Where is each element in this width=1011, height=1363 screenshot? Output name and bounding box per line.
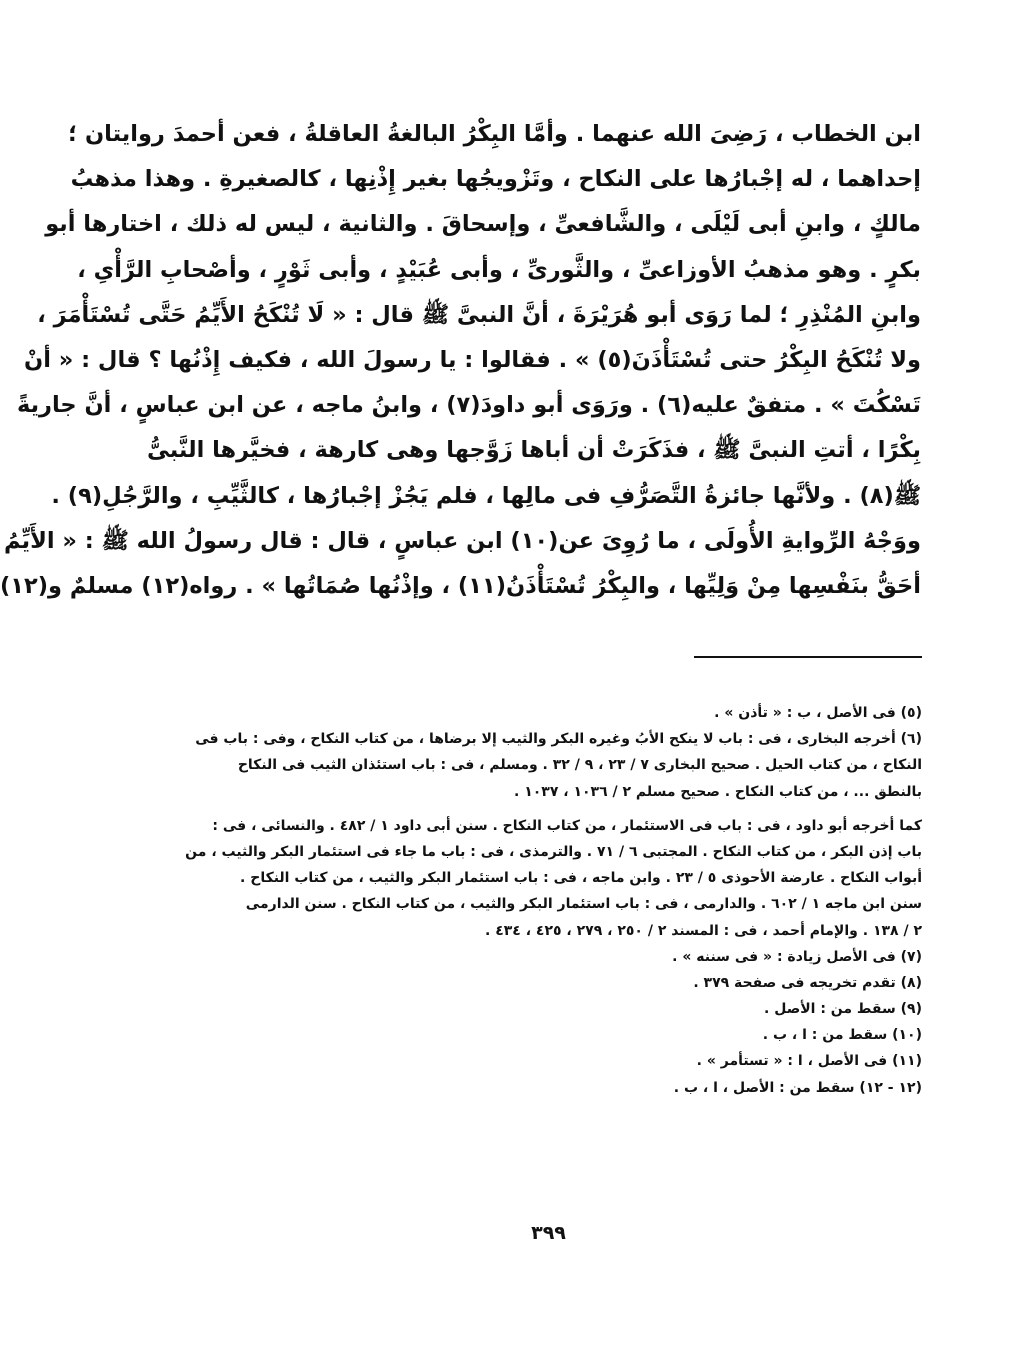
main-text-line: ﷺ(٨) . ولأنَّها جائزةُ التَّصَرُّفِ فى مالِها ، فلم يَجُزْ إجْبارُها ، كالثَّيِّبِ ، والرَّجُلِ(٩) . xyxy=(51,482,921,509)
footnote-line: أبواب النكاح . عارضة الأحوذى ٥ / ٢٣ . وابن ماجه ، فى : باب استئمار البكر والثيب ، من كتاب النكاح . xyxy=(240,870,922,887)
footnote-line: (٨) تقدم تخريجه فى صفحة ٣٧٩ . xyxy=(693,974,922,991)
footnote-line: بالنطق ... ، من كتاب النكاح . صحيح مسلم ٢ / ١٠٣٦ ، ١٠٣٧ . xyxy=(513,783,922,800)
footnote-line: سنن ابن ماجه ١ / ٦٠٢ . والدارمى ، فى : باب استئمار البكر والثيب ، من كتاب النكاح . سنن الدارمى xyxy=(245,896,922,913)
page-number: ٣٩٩ xyxy=(531,1222,566,1244)
main-text-line: بِكْرًا ، أتتِ النبىَّ ﷺ ، فذَكَرَتْ أن أباها زَوَّجها وهى كارهة ، فخيَّرها النَّبىُّ xyxy=(146,437,921,464)
footnote-12 xyxy=(196,1075,922,1101)
footnote-line: (٧) فى الأصل زيادة : « فى سننه » . xyxy=(672,948,922,965)
main-text-block xyxy=(0,112,921,609)
footnote-line: (١٢ - ١٢) سقط من : الأصل ، ا ، ب . xyxy=(673,1079,922,1096)
footnote-6-continued xyxy=(185,813,922,944)
footnote-separator-rule xyxy=(694,656,922,658)
footnote-line: (٦) أخرجه البخارى ، فى : باب لا ينكح الأبُ وغيره البكر والثيب إلا برضاها ، من كتاب النكاح ، وفى : باب فى xyxy=(195,731,922,748)
main-text-line: تَسْكُتَ » . متفقٌ عليه(٦) . ورَوَى أبو داودَ(٧) ، وابنُ ماجه ، عن ابن عباسٍ ، أنَّ جاريةً xyxy=(16,392,921,419)
main-text-line: ابن الخطاب ، رَضِىَ الله عنهما . وأمَّا البِكْرُ البالغةُ العاقلةُ ، فعن أحمدَ روايتان ؛ xyxy=(68,121,921,147)
main-text-line: بكرٍ . وهو مذهبُ الأوزاعىِّ ، والثَّورىِّ ، وأبى عُبَيْدٍ ، وأبى ثَوْرٍ ، وأصْحابِ الرَّأْىِ ، xyxy=(77,256,921,283)
footnote-line: (١٠) سقط من : ا ، ب . xyxy=(762,1027,922,1044)
main-text-line: ولا تُنْكَحُ البِكْرُ حتى تُسْتَأْذَنَ(٥) » . فقالوا : يا رسولَ الله ، فكيف إِذْنُها ؟ قال : « أنْ xyxy=(23,346,921,373)
footnote-line: (٥) فى الأصل ، ب : « تأذن » . xyxy=(714,705,922,721)
footnote-5 xyxy=(196,700,922,726)
footnote-gap xyxy=(196,805,922,813)
main-text-line: إحداهما ، له إجْبارُها على النكاح ، وتَزْويجُها بغير إِذْنِها ، كالصغيرةِ . وهذا مذهبُ xyxy=(70,166,921,193)
footnote-line: ٢ / ١٣٨ . والإمام أحمد ، فى : المسند ٢ / ٢٥٠ ، ٢٧٩ ، ٤٢٥ ، ٤٣٤ . xyxy=(484,922,922,939)
footnote-9 xyxy=(196,996,922,1022)
footnotes-block xyxy=(185,700,922,1101)
footnote-line: النكاح ، من كتاب الحيل . صحيح البخارى ٧ / ٢٣ ، ٩ / ٣٢ . ومسلم ، فى : باب استئذان الثيب فى النكاح xyxy=(237,757,922,774)
main-text-line: ووَجْهُ الرِّوايةِ الأُولَى ، ما رُوِىَ عن(١٠) ابن عباسٍ ، قال : قال رسولُ الله ﷺ : « الأَيِّمُ xyxy=(4,527,921,554)
main-text-line: مالكٍ ، وابنِ أبى لَيْلَى ، والشَّافعىِّ ، وإسحاقَ . والثانية ، ليس له ذلك ، اختارها أبو xyxy=(45,211,921,238)
footnote-8 xyxy=(196,970,922,996)
footnote-line: (١١) فى الأصل ، ا : « تستأمر » . xyxy=(696,1053,922,1070)
footnote-line: (٩) سقط من : الأصل . xyxy=(764,1001,922,1018)
footnote-line: كما أخرجه أبو داود ، فى : باب فى الاستئمار ، من كتاب النكاح . سنن أبى داود ١ / ٤٨٢ . والنسائى ، فى : xyxy=(212,817,922,834)
footnote-10 xyxy=(196,1022,922,1048)
footnote-11 xyxy=(196,1048,922,1074)
footnote-line: باب إذن البكر ، من كتاب النكاح . المجتبى ٦ / ٧١ . والترمذى ، فى : باب ما جاء فى استئمار البكر والثيب ، من xyxy=(185,843,922,860)
main-text-line: أحَقُّ بنَفْسِها مِنْ وَلِيِّها ، والبِكْرُ تُسْتَأْذَنُ(١١) ، وإذْنُها صُمَاتُها » . رواه(١٢) مسلمٌ و(١٢) xyxy=(0,572,921,599)
footnote-7 xyxy=(196,944,922,970)
footnote-6 xyxy=(196,726,922,805)
main-text-line: وابنِ المُنْذِرِ ؛ لما رَوَى أبو هُرَيْرَةَ ، أنَّ النبىَّ ﷺ قال : « لَا تُنْكَحُ الأَيِّمُ حَتَّى تُسْتَأْمَرَ ، xyxy=(37,301,921,328)
